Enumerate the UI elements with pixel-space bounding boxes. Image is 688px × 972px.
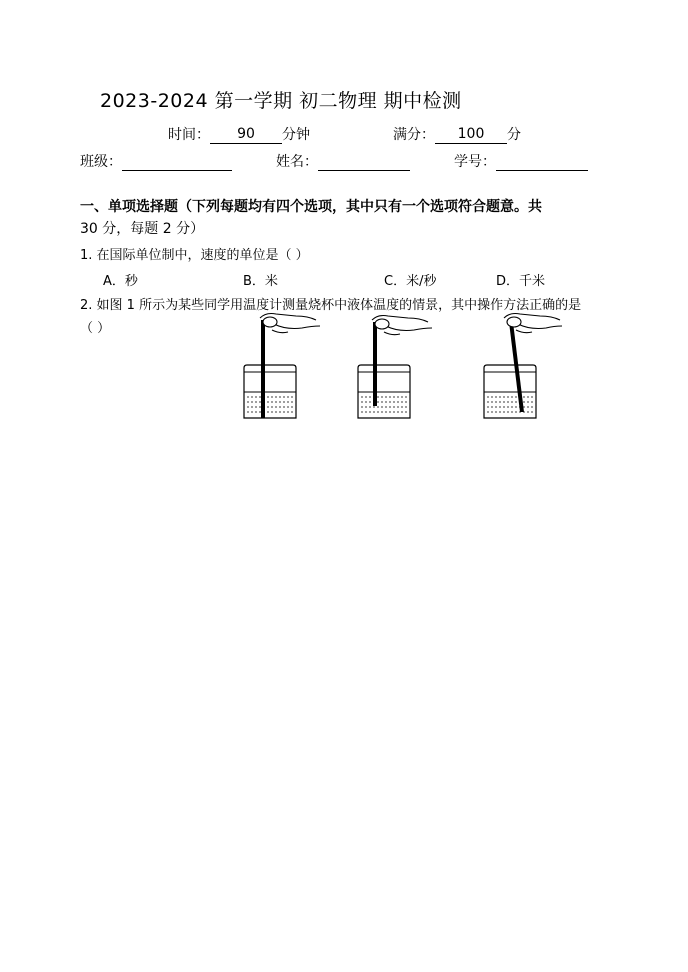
time-value: 90	[210, 126, 282, 144]
id-row	[454, 151, 588, 171]
question-1-option-c[interactable]: C．米/秒	[384, 274, 437, 289]
question-1-option-d[interactable]: D．千米	[496, 274, 546, 289]
exam-title: 2023-2024 第一学期 初二物理 期中检测	[100, 90, 462, 112]
score-label: 满分：	[393, 127, 435, 143]
score-unit: 分	[507, 127, 521, 143]
question-2-text-line1: 2. 如图 1 所示为某些同学用温度计测量烧杯中液体温度的情景，其中操作方法正确的是	[80, 298, 582, 313]
question-1-text: 1. 在国际单位制中，速度的单位是（ ）	[80, 248, 309, 263]
time-unit: 分钟	[282, 127, 310, 143]
name-row	[276, 151, 410, 171]
name-label: 姓名：	[276, 154, 318, 170]
question-1-option-b[interactable]: B．米	[243, 274, 278, 289]
section-heading-line1: 一、单项选择题（下列每题均有四个选项，其中只有一个选项符合题意。共	[80, 199, 542, 215]
figure-c-beaker-thermometer	[476, 308, 566, 424]
score-value: 100	[435, 126, 507, 144]
question-2-text-line2: （ ）	[80, 321, 111, 336]
figure-a-beaker-thermometer	[236, 308, 326, 424]
question-1-option-a[interactable]: A．秒	[103, 274, 138, 289]
score-row	[393, 124, 521, 144]
name-blank[interactable]	[318, 153, 410, 171]
id-blank[interactable]	[496, 153, 588, 171]
time-label: 时间：	[168, 127, 210, 143]
section-heading-line2: 30 分，每题 2 分）	[80, 221, 205, 237]
class-blank[interactable]	[122, 153, 232, 171]
id-label: 学号：	[454, 154, 496, 170]
figure-b-beaker-thermometer	[350, 308, 440, 424]
class-label: 班级：	[80, 154, 122, 170]
class-row	[80, 151, 232, 171]
time-row	[168, 124, 310, 144]
